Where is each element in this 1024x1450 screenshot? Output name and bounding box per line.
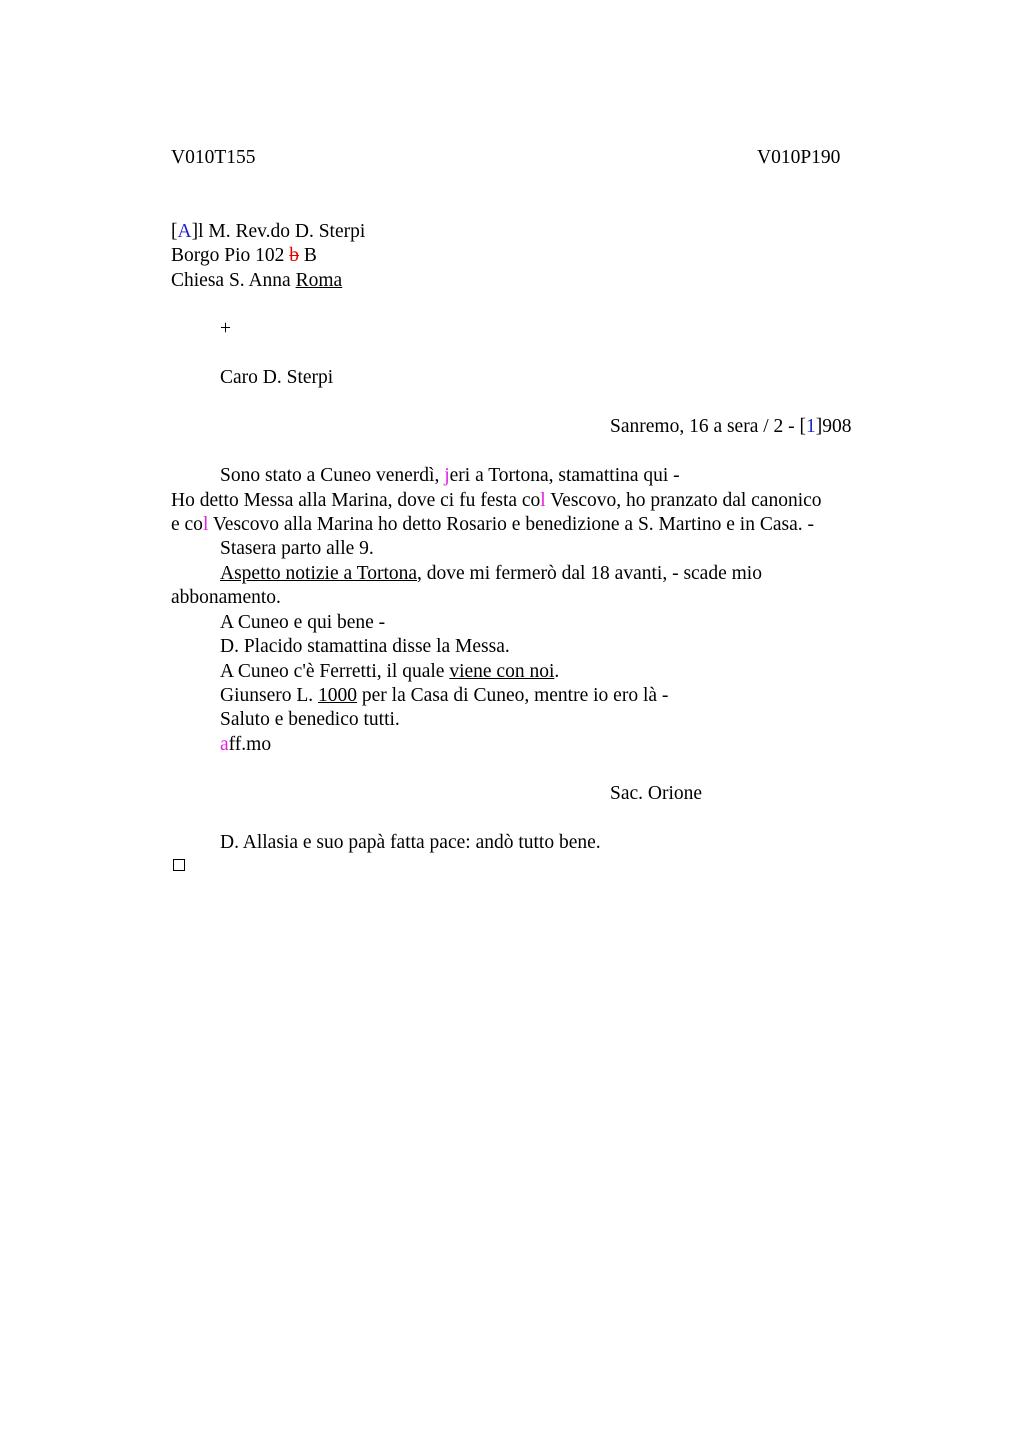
address-recipient: ]l M. Rev.do D. Sterpi xyxy=(191,221,366,242)
bracket-open: [ xyxy=(171,221,178,242)
text-segment: e co xyxy=(171,514,203,535)
body-paragraph-4-line-2: abbonamento. xyxy=(171,587,281,608)
body-paragraph-2-line-1 xyxy=(171,489,822,513)
salutation: Caro D. Sterpi xyxy=(220,367,334,388)
body-paragraph-7 xyxy=(220,660,559,684)
text-segment: Vescovo, ho pranzato dal canonico xyxy=(545,490,822,511)
text-segment: ff.mo xyxy=(228,734,272,755)
address-line-1 xyxy=(171,220,365,244)
deleted-letter: b xyxy=(289,245,300,266)
address-city: Roma xyxy=(295,270,343,291)
document-code-left: V010T155 xyxy=(171,147,256,168)
body-paragraph-5: A Cuneo e qui bene - xyxy=(220,612,386,633)
body-paragraph-8 xyxy=(220,684,668,708)
cross-mark: + xyxy=(220,318,231,339)
address-line-3 xyxy=(171,269,342,293)
text-segment: Ho detto Messa alla Marina, dove ci fu festa co xyxy=(171,490,541,511)
dateline-year: ]908 xyxy=(815,416,852,437)
editor-mark: j xyxy=(444,465,450,486)
underlined-amount: 1000 xyxy=(318,685,358,706)
text-segment: . xyxy=(554,661,560,682)
dateline xyxy=(610,415,852,439)
body-paragraph-4-line-1 xyxy=(220,562,762,586)
text-segment: Giunsero L. xyxy=(220,685,319,706)
address-line-2 xyxy=(171,244,317,268)
text-segment: Vescovo alla Marina ho detto Rosario e benedizione a S. Martino e in Casa. - xyxy=(208,514,814,535)
address-street: Borgo Pio 102 xyxy=(171,245,290,266)
document-code-right: V010P190 xyxy=(757,147,841,168)
signature: Sac. Orione xyxy=(610,783,703,804)
editor-mark: l xyxy=(540,490,546,511)
underlined-text: Aspetto notizie a Tortona xyxy=(220,563,418,584)
closing xyxy=(220,733,271,757)
body-paragraph-9: Saluto e benedico tutti. xyxy=(220,709,400,730)
text-segment: , dove mi fermerò dal 18 avanti, - scade mio xyxy=(417,563,762,584)
body-paragraph-1 xyxy=(220,464,680,488)
dateline-text: Sanremo, 16 a sera / 2 - [ xyxy=(610,416,807,437)
text-segment: A Cuneo c'è Ferretti, il quale xyxy=(220,661,450,682)
editor-mark: a xyxy=(220,734,229,755)
underlined-text: viene con noi xyxy=(449,661,555,682)
text-segment: Sono stato a Cuneo venerdì, xyxy=(220,465,445,486)
body-paragraph-6: D. Placido stamattina disse la Messa. xyxy=(220,636,510,657)
address-church: Chiesa S. Anna xyxy=(171,270,296,291)
body-paragraph-3: Stasera parto alle 9. xyxy=(220,538,374,559)
restored-letter: A xyxy=(177,221,192,242)
restored-digit: 1 xyxy=(806,416,816,437)
postscript: D. Allasia e suo papà fatta pace: andò tutto bene. xyxy=(220,832,601,853)
editor-mark: l xyxy=(202,514,209,535)
body-paragraph-2-line-2 xyxy=(171,513,814,537)
text-segment: per la Casa di Cuneo, mentre io ero là - xyxy=(357,685,669,706)
end-box-icon xyxy=(173,859,185,871)
address-street-suffix: B xyxy=(299,245,317,266)
text-segment: eri a Tortona, stamattina qui - xyxy=(449,465,680,486)
